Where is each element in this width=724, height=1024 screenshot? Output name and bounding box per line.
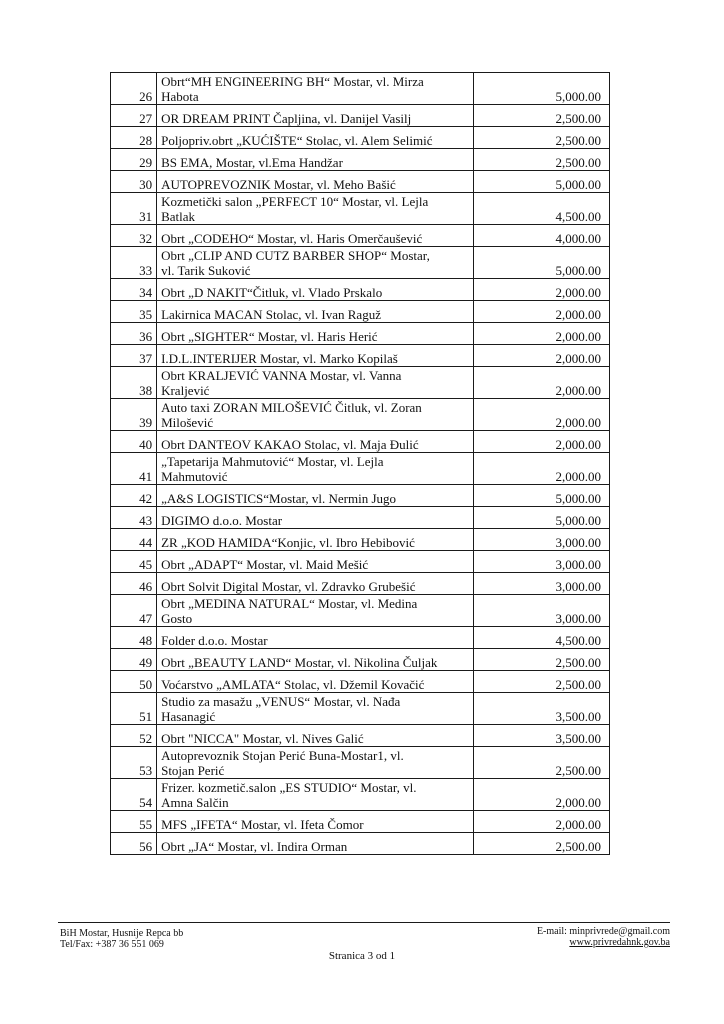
business-name <box>157 779 474 811</box>
table-row <box>111 453 610 485</box>
business-name-line: Obrt „CODEHO“ Mostar, vl. Haris Omerčaušević <box>161 231 423 246</box>
business-name <box>157 225 474 247</box>
business-name-line: Folder d.o.o. Mostar <box>161 633 268 648</box>
amount: 2,500.00 <box>473 149 609 171</box>
table-row <box>111 301 610 323</box>
business-name <box>157 693 474 725</box>
row-number: 26 <box>111 73 157 105</box>
business-name-line: Obrt "NICCA" Mostar, vl. Nives Galić <box>161 731 364 746</box>
business-name <box>157 399 474 431</box>
business-name-line: Obrt Solvit Digital Mostar, vl. Zdravko Grubešić <box>161 579 416 594</box>
table-row <box>111 627 610 649</box>
table-row <box>111 485 610 507</box>
business-name <box>157 649 474 671</box>
business-name-line: I.D.L.INTERIJER Mostar, vl. Marko Kopilaš <box>161 351 398 366</box>
amount: 3,000.00 <box>473 529 609 551</box>
table-row <box>111 811 610 833</box>
business-name-line: Obrt „D NAKIT“Čitluk, vl. Vlado Prskalo <box>161 285 383 300</box>
amount: 3,500.00 <box>473 693 609 725</box>
row-number: 37 <box>111 345 157 367</box>
table-row <box>111 345 610 367</box>
business-name <box>157 453 474 485</box>
business-name <box>157 507 474 529</box>
business-name-line: Kraljević <box>161 383 210 398</box>
row-number: 49 <box>111 649 157 671</box>
amount: 4,500.00 <box>473 627 609 649</box>
business-name <box>157 747 474 779</box>
business-name <box>157 193 474 225</box>
business-name-line: Obrt „ADAPT“ Mostar, vl. Maid Mešić <box>161 557 369 572</box>
footer-divider <box>58 922 670 923</box>
amount: 2,500.00 <box>473 833 609 855</box>
business-name-line: Gosto <box>161 611 193 626</box>
amount: 2,000.00 <box>473 811 609 833</box>
amount: 2,000.00 <box>473 323 609 345</box>
footer-address-line: BiH Mostar, Husnije Repca bb <box>60 928 184 939</box>
table-row <box>111 573 610 595</box>
business-name <box>157 149 474 171</box>
page-number: Stranica 3 od 1 <box>328 950 396 962</box>
row-number: 34 <box>111 279 157 301</box>
business-name <box>157 279 474 301</box>
footer-phone-line: Tel/Fax: +387 36 551 069 <box>60 939 164 950</box>
business-name <box>157 627 474 649</box>
business-name-line: Habota <box>161 89 199 104</box>
amount: 2,000.00 <box>473 453 609 485</box>
business-name-line: AUTOPREVOZNIK Mostar, vl. Meho Bašić <box>161 177 396 192</box>
table-row <box>111 725 610 747</box>
row-number: 56 <box>111 833 157 855</box>
table-row <box>111 693 610 725</box>
row-number: 46 <box>111 573 157 595</box>
row-number: 55 <box>111 811 157 833</box>
business-name-line: vl. Tarik Suković <box>161 263 251 278</box>
table-row <box>111 149 610 171</box>
amount: 2,000.00 <box>473 279 609 301</box>
row-number: 39 <box>111 399 157 431</box>
row-number: 42 <box>111 485 157 507</box>
business-name <box>157 431 474 453</box>
row-number: 54 <box>111 779 157 811</box>
table-row <box>111 431 610 453</box>
table-row <box>111 171 610 193</box>
row-number: 32 <box>111 225 157 247</box>
amount: 4,500.00 <box>473 193 609 225</box>
footer-address <box>60 928 183 950</box>
table-row <box>111 833 610 855</box>
footer-email[interactable]: E-mail: minprivrede@gmail.com <box>536 926 670 937</box>
row-number: 27 <box>111 105 157 127</box>
footer-contact <box>520 926 670 948</box>
amount: 2,000.00 <box>473 301 609 323</box>
business-name-line: Kozmetički salon „PERFECT 10“ Mostar, vl. Lejla <box>161 194 429 209</box>
amount: 2,500.00 <box>473 747 609 779</box>
business-name-line: Mahmutović <box>161 469 228 484</box>
amount: 2,500.00 <box>473 105 609 127</box>
row-number: 48 <box>111 627 157 649</box>
amount: 2,500.00 <box>473 649 609 671</box>
business-name-line: Stojan Perić <box>161 763 225 778</box>
business-name-line: Auto taxi ZORAN MILOŠEVIĆ Čitluk, vl. Zoran <box>161 400 422 415</box>
business-name <box>157 73 474 105</box>
table-row <box>111 507 610 529</box>
business-name <box>157 671 474 693</box>
amount: 2,000.00 <box>473 431 609 453</box>
amount: 3,000.00 <box>473 551 609 573</box>
business-name <box>157 725 474 747</box>
business-name-line: Obrt „MEDINA NATURAL“ Mostar, vl. Medina <box>161 596 418 611</box>
business-name <box>157 345 474 367</box>
business-name-line: Obrt „CLIP AND CUTZ BARBER SHOP“ Mostar, <box>161 248 430 263</box>
table-row <box>111 779 610 811</box>
amount: 5,000.00 <box>473 247 609 279</box>
table-row <box>111 551 610 573</box>
business-name-line: ZR „KOD HAMIDA“Konjic, vl. Ibro Hebibović <box>161 535 415 550</box>
business-name <box>157 247 474 279</box>
business-name-line: Obrt „JA“ Mostar, vl. Indira Orman <box>161 839 348 854</box>
table-row <box>111 73 610 105</box>
business-name-line: OR DREAM PRINT Čapljina, vl. Danijel Vasilj <box>161 111 412 126</box>
row-number: 36 <box>111 323 157 345</box>
row-number: 33 <box>111 247 157 279</box>
row-number: 41 <box>111 453 157 485</box>
table-row <box>111 105 610 127</box>
business-name-line: Hasanagić <box>161 709 216 724</box>
amount: 5,000.00 <box>473 73 609 105</box>
table-row <box>111 671 610 693</box>
business-name-line: MFS „IFETA“ Mostar, vl. Ifeta Čomor <box>161 817 364 832</box>
table-row <box>111 193 610 225</box>
amount: 2,000.00 <box>473 367 609 399</box>
business-name <box>157 367 474 399</box>
business-name <box>157 551 474 573</box>
business-name <box>157 127 474 149</box>
row-number: 30 <box>111 171 157 193</box>
amount: 3,000.00 <box>473 573 609 595</box>
row-number: 50 <box>111 671 157 693</box>
business-name <box>157 529 474 551</box>
business-name-line: Studio za masažu „VENUS“ Mostar, vl. Nađa <box>161 694 401 709</box>
business-name <box>157 595 474 627</box>
table-row <box>111 225 610 247</box>
business-name-line: Obrt „SIGHTER“ Mostar, vl. Haris Herić <box>161 329 378 344</box>
row-number: 45 <box>111 551 157 573</box>
amount: 5,000.00 <box>473 171 609 193</box>
business-name <box>157 485 474 507</box>
footer-website[interactable]: www.privredahnk.gov.ba <box>569 937 670 948</box>
row-number: 44 <box>111 529 157 551</box>
business-name <box>157 171 474 193</box>
business-name <box>157 811 474 833</box>
amount: 2,000.00 <box>473 779 609 811</box>
business-list-table <box>110 72 610 855</box>
business-name-line: BS EMA, Mostar, vl.Ema Handžar <box>161 155 343 170</box>
row-number: 43 <box>111 507 157 529</box>
amount: 3,000.00 <box>473 595 609 627</box>
business-name-line: Frizer. kozmetič.salon „ES STUDIO“ Mostar, vl. <box>161 780 417 795</box>
table-row <box>111 323 610 345</box>
amount: 2,000.00 <box>473 399 609 431</box>
amount: 2,500.00 <box>473 671 609 693</box>
business-name <box>157 301 474 323</box>
business-name-line: „A&S LOGISTICS“Mostar, vl. Nermin Jugo <box>161 491 397 506</box>
row-number: 47 <box>111 595 157 627</box>
table-row <box>111 367 610 399</box>
business-name-line: Obrt „BEAUTY LAND“ Mostar, vl. Nikolina Čuljak <box>161 655 438 670</box>
table-row <box>111 399 610 431</box>
business-name-line: Autoprevoznik Stojan Perić Buna-Mostar1, vl. <box>161 748 404 763</box>
row-number: 51 <box>111 693 157 725</box>
business-name-line: Poljopriv.obrt „KUĆIŠTE“ Stolac, vl. Alem Selimić <box>161 133 433 148</box>
business-name-line: Batlak <box>161 209 196 224</box>
business-name-line: Obrt KRALJEVIĆ VANNA Mostar, vl. Vanna <box>161 368 402 383</box>
table-row <box>111 279 610 301</box>
row-number: 35 <box>111 301 157 323</box>
row-number: 38 <box>111 367 157 399</box>
row-number: 40 <box>111 431 157 453</box>
table-body <box>111 73 610 855</box>
business-name-line: Voćarstvo „AMLATA“ Stolac, vl. Džemil Kovačić <box>161 677 425 692</box>
row-number: 53 <box>111 747 157 779</box>
table-row <box>111 247 610 279</box>
table-row <box>111 127 610 149</box>
table-row <box>111 529 610 551</box>
business-name-line: DIGIMO d.o.o. Mostar <box>161 513 283 528</box>
business-name-line: Obrt DANTEOV KAKAO Stolac, vl. Maja Đulić <box>161 437 419 452</box>
amount: 2,000.00 <box>473 345 609 367</box>
business-name-line: Amna Salčin <box>161 795 229 810</box>
table-row <box>111 747 610 779</box>
row-number: 29 <box>111 149 157 171</box>
amount: 3,500.00 <box>473 725 609 747</box>
row-number: 28 <box>111 127 157 149</box>
amount: 4,000.00 <box>473 225 609 247</box>
row-number: 52 <box>111 725 157 747</box>
amount: 2,500.00 <box>473 127 609 149</box>
business-name <box>157 105 474 127</box>
table-row <box>111 595 610 627</box>
business-name <box>157 323 474 345</box>
amount: 5,000.00 <box>473 485 609 507</box>
business-name <box>157 573 474 595</box>
business-name-line: Lakirnica MACAN Stolac, vl. Ivan Raguž <box>161 307 381 322</box>
business-name-line: Milošević <box>161 415 214 430</box>
table-row <box>111 649 610 671</box>
business-name-line: Obrt“MH ENGINEERING BH“ Mostar, vl. Mirza <box>161 74 424 89</box>
amount: 5,000.00 <box>473 507 609 529</box>
business-name <box>157 833 474 855</box>
business-name-line: „Tapetarija Mahmutović“ Mostar, vl. Lejla <box>161 454 384 469</box>
row-number: 31 <box>111 193 157 225</box>
